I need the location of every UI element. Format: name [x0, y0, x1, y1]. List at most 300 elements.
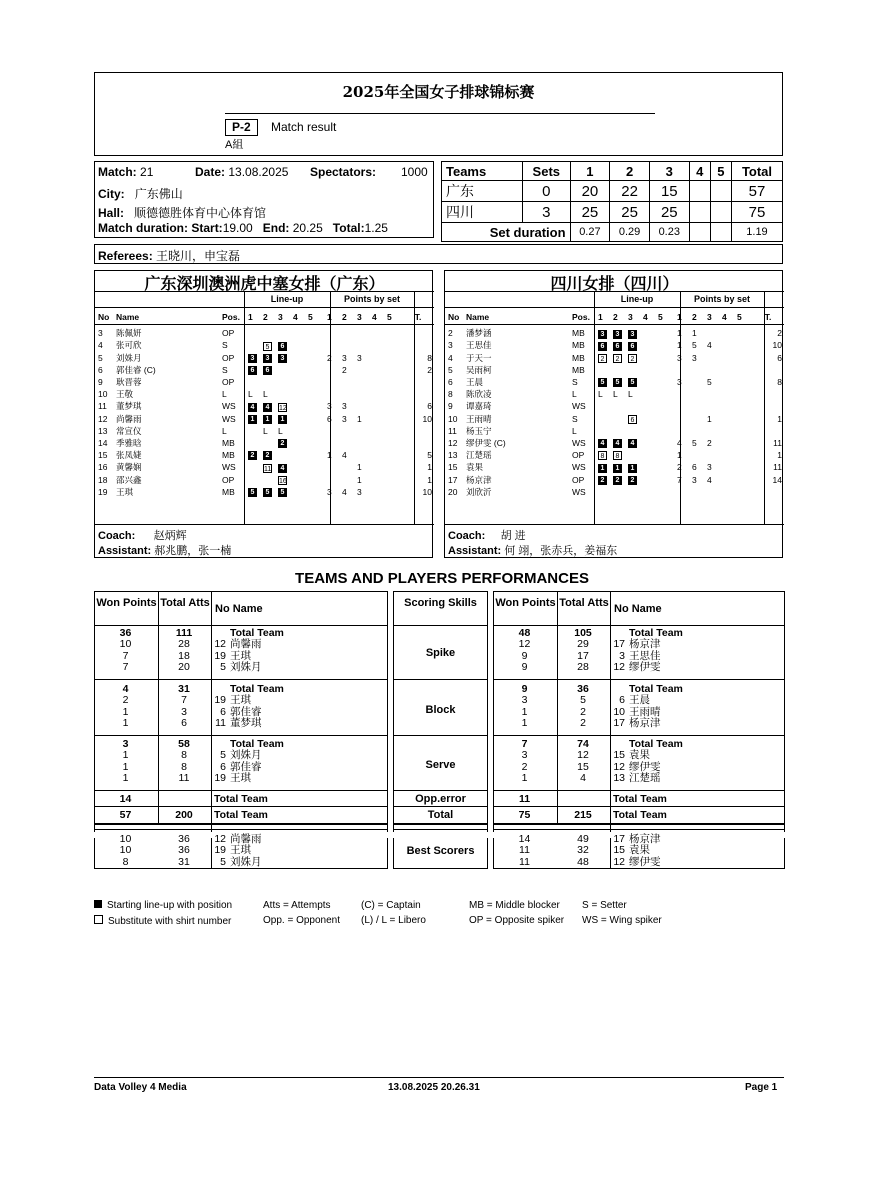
best-scorer-no: 12: [214, 833, 226, 845]
table-row: 13 江楚瑶 OP 8 8 1 1: [448, 450, 782, 461]
team-b-won: 1: [521, 772, 528, 785]
set-score: 25: [570, 202, 610, 223]
player-total: 14: [772, 474, 782, 485]
player-no: 13: [448, 450, 458, 461]
team-a-player-no: 12: [214, 638, 226, 651]
team-b-player-no: 15: [613, 749, 625, 762]
team-a-atts: 31: [178, 683, 190, 695]
player-pos: S: [572, 413, 578, 424]
set-score: [689, 202, 710, 223]
col-l1: 1: [598, 312, 603, 323]
col-p4: 4: [372, 312, 377, 323]
report-title: 2025年全国女子排球锦标赛: [342, 83, 535, 101]
team-b-atts: 15: [577, 760, 589, 773]
player-pos: WS: [222, 401, 236, 412]
table-row: 15 张凤婕 MB 2 2 1 4 5: [98, 450, 432, 461]
team-b-player-no: 3: [619, 649, 625, 662]
player-no: 5: [448, 364, 453, 375]
col-l2: 2: [263, 312, 268, 323]
player-no: 9: [448, 401, 453, 412]
assistant-label: Assistant:: [98, 545, 152, 557]
player-no: 14: [98, 437, 108, 448]
team-b-atts: 5: [580, 694, 586, 707]
table-row: 5 刘姝月 OP 3 3 3 2 3 3 8: [98, 352, 432, 363]
result-table: [441, 161, 783, 242]
team-b-player-name: 王思佳: [629, 649, 661, 662]
col-p1: 1: [327, 312, 332, 323]
match-date: 13.08.2025: [228, 165, 289, 179]
best-scorer-atts: 36: [178, 833, 190, 845]
table-row: 13 常宣仪 L L L: [97, 425, 433, 437]
player-no: 11: [448, 425, 457, 436]
best-scorer-name: 尚馨雨: [230, 833, 262, 845]
total-points: 75: [731, 202, 782, 223]
legend-starting: [94, 900, 232, 911]
player-total: [403, 327, 433, 339]
team-b-roster: [447, 311, 783, 498]
empty-square-icon: [94, 915, 103, 924]
legend-setter: S = Setter: [582, 900, 627, 911]
col-l3: 3: [278, 312, 283, 323]
player-no: 11: [98, 401, 107, 412]
set-duration-label: Set duration: [442, 223, 571, 242]
player-name: 王敬: [116, 389, 134, 400]
player-pos: OP: [222, 328, 235, 339]
player-pos: WS: [222, 413, 236, 424]
team-a-name: 广东深圳澳洲虎中塞女排（广东）: [144, 274, 385, 293]
team-b-player-no: 12: [613, 661, 625, 674]
match-number: 21: [140, 165, 154, 179]
team-a-player-no: 11: [215, 717, 226, 730]
player-total: 2: [777, 328, 782, 339]
col-teams: Teams: [442, 162, 523, 181]
team-a-player-name: 王琪: [230, 694, 251, 707]
team-a-player-no: 5: [220, 749, 226, 762]
table-row: 3 王思佳 MB 6 6 6 1 5 4 10: [448, 340, 782, 351]
no-name-header: No Name: [614, 603, 662, 615]
player-total: [403, 339, 433, 351]
set-duration: 0.27: [570, 223, 610, 242]
team-b-player-name: 杨京津: [629, 638, 661, 651]
best-scorer-no: 5: [220, 855, 226, 868]
player-no: 3: [98, 328, 103, 339]
table-row: 10 王敬 L L L: [97, 388, 433, 400]
player-no: 13: [98, 425, 108, 436]
player-no: 3: [448, 340, 453, 351]
team-b-atts: 17: [577, 649, 589, 662]
team-a-won: 4: [122, 683, 129, 695]
team-b-won: 7: [521, 738, 528, 750]
best-scorer-atts: 36: [178, 844, 190, 857]
lineup-header: Line-up: [270, 294, 304, 304]
team-b-won: 1: [521, 717, 528, 730]
team-b-won: 3: [521, 749, 528, 762]
set-score: 15: [649, 181, 689, 202]
player-pos: WS: [572, 462, 586, 473]
player-pos: OP: [572, 450, 585, 461]
referees-label: Referees:: [98, 249, 153, 263]
player-total: 8: [777, 377, 782, 388]
player-name: 王琪: [116, 486, 134, 497]
team-b-atts: 105: [574, 627, 592, 639]
team-a-atts: 3: [181, 705, 187, 718]
team-a-won: 36: [119, 627, 132, 639]
best-scorer-no: 19: [214, 844, 226, 857]
legend-libero: (L) / L = Libero: [361, 915, 426, 926]
col-pos: Pos.: [572, 312, 590, 323]
team-b-player-no: 12: [613, 760, 625, 773]
header-divider: [225, 113, 655, 114]
table-row: [447, 364, 783, 376]
team-a-player-name: Total Team: [230, 738, 284, 750]
best-scorer-points: 8: [122, 855, 129, 868]
best-scorer-points: 11: [519, 855, 530, 868]
player-no: 9: [98, 377, 103, 388]
assistant-names: 何 翊，张赤兵，姜福东: [504, 545, 618, 557]
team-b-atts: 36: [577, 683, 589, 695]
coach-label: Coach:: [98, 530, 136, 542]
team-a-atts: 20: [178, 661, 190, 674]
team-b-atts: 28: [577, 661, 589, 674]
player-no: 12: [98, 413, 108, 424]
col-l5: 5: [658, 312, 663, 323]
referees-box: [94, 244, 783, 264]
set-score: 25: [649, 202, 689, 223]
start-label: Start:: [191, 221, 223, 235]
player-name: 潘梦涵: [466, 328, 492, 339]
team-a-atts: 18: [178, 649, 190, 662]
player-pos: L: [222, 389, 227, 400]
set-score: 20: [570, 181, 610, 202]
team-a-won: 3: [122, 738, 129, 750]
assistant-label: Assistant:: [448, 545, 502, 557]
col-l4: 4: [293, 312, 298, 323]
team-a-won: 1: [122, 705, 129, 718]
table-row: 6 郭佳睿 (C) S 6 6 2 2: [98, 364, 432, 375]
duration-label: Match duration:: [98, 221, 188, 235]
best-scorer-name: 袁果: [629, 844, 650, 857]
col-set4: 4: [689, 162, 710, 181]
team-b-player-name: 缪伊雯: [629, 661, 661, 674]
col-l4: 4: [643, 312, 648, 323]
lineup-header: Line-up: [620, 294, 654, 304]
team-a-player-no: 6: [220, 705, 226, 718]
player-name: 袁果: [466, 462, 484, 473]
player-name: 刘姝月: [116, 352, 142, 363]
team-b-won: 12: [518, 638, 531, 651]
legend-ws: WS = Wing spiker: [582, 915, 662, 926]
table-row: [97, 327, 433, 339]
player-pos: WS: [572, 486, 586, 497]
team-a-atts: 11: [178, 772, 190, 785]
player-name: 陈欣凌: [466, 389, 492, 400]
city-label: City:: [98, 187, 125, 201]
player-no: 6: [98, 364, 103, 375]
best-scorer-name: 缪伊雯: [629, 855, 661, 868]
team-a-player-name: 王琪: [230, 772, 251, 785]
table-row: 16 黄馨娴 WS 11 4 1 1: [98, 462, 432, 473]
team-b-total-atts: 215: [574, 809, 592, 821]
best-scorer-atts: 48: [577, 855, 589, 868]
player-total: 1: [777, 413, 782, 424]
team-a-player-no: 19: [214, 649, 226, 662]
table-row: 2 潘梦涵 MB 3 3 3 1 1 2: [448, 328, 782, 339]
report-code: P-2: [225, 119, 258, 136]
player-no: 8: [448, 389, 453, 400]
player-name: 缪伊雯 (C): [466, 437, 506, 448]
team-b-player-name: 江楚瑶: [629, 772, 661, 785]
team-a-atts: 58: [178, 738, 190, 750]
city-value: 广东佛山: [134, 187, 183, 201]
team-b-total: 75: [518, 809, 531, 821]
player-name: 黄馨娴: [116, 462, 142, 473]
col-l2: 2: [613, 312, 618, 323]
player-pos: MB: [222, 437, 235, 448]
player-name: 刘欣沂: [466, 486, 492, 497]
team-b-won: 48: [518, 627, 531, 639]
player-pos: OP: [222, 377, 235, 388]
team-a-player-name: Total Team: [230, 627, 284, 639]
team-b-won: 2: [521, 760, 528, 773]
team-b-box: [444, 270, 783, 558]
table-row: 4 张可欣 S 5 6: [97, 339, 433, 351]
player-pos: MB: [572, 352, 585, 363]
player-total: 8: [427, 352, 432, 363]
player-total: 1: [777, 450, 782, 461]
best-scorer-points: 10: [119, 833, 132, 845]
player-total: [403, 388, 433, 400]
team-a-player-name: 董梦琪: [230, 717, 262, 730]
best-scorer-name: 刘姝月: [230, 855, 262, 868]
table-row: 18 邵兴鑫 OP 16 1 1: [98, 474, 432, 485]
skill-serve: Serve: [425, 759, 456, 771]
skill-opp-error: Opp.error: [415, 793, 466, 805]
player-total: [753, 364, 783, 376]
player-total: 5: [427, 450, 432, 461]
team-a-player-name: 郭佳睿: [230, 705, 262, 718]
team-b-player-no: 13: [613, 772, 625, 785]
team-b-player-name: 王雨晴: [629, 705, 661, 718]
points-header: Points by set: [693, 294, 750, 304]
team-a-won: 7: [122, 661, 129, 674]
team-a-opp-error-label: Total Team: [214, 793, 268, 805]
player-name: 耿晋蓉: [116, 377, 142, 388]
skill-spike: Spike: [425, 647, 456, 659]
table-row: 14 季雅晗 MB 2: [97, 437, 433, 449]
player-name: 吴雨柯: [466, 364, 492, 375]
team-b-player-no: 17: [613, 717, 625, 730]
team-a-player-name: 郭佳睿: [230, 760, 262, 773]
team-b-atts: 2: [580, 705, 586, 718]
set-score: [710, 181, 731, 202]
col-total: Total: [731, 162, 782, 181]
team-a-player-no: 5: [220, 661, 226, 674]
team-b-name: 四川女排（四川）: [550, 274, 679, 293]
team-b-atts: 74: [577, 738, 589, 750]
col-name: Name: [116, 312, 140, 323]
legend-atts: Atts = Attempts: [263, 900, 331, 911]
col-t: T.: [414, 312, 422, 323]
player-pos: WS: [572, 437, 586, 448]
table-row: 17 杨京津 OP 2 2 2 7 3 4 14: [448, 474, 782, 485]
total-label: Total:: [332, 221, 365, 235]
end-value: 20.25: [292, 221, 323, 235]
set-duration: 0.29: [610, 223, 650, 242]
group-label: A組: [225, 139, 244, 151]
player-pos: MB: [572, 328, 585, 339]
team-b-won: 3: [521, 694, 528, 707]
table-row: 8 陈欣凌 L L L L: [447, 388, 783, 400]
player-pos: OP: [222, 474, 235, 485]
player-pos: S: [222, 364, 228, 375]
player-no: 15: [448, 462, 458, 473]
hall-label: Hall:: [98, 206, 125, 220]
legend-substitute-text: Substitute with shirt number: [108, 916, 232, 927]
result-row: [442, 202, 783, 223]
table-row: 11 董梦琪 WS 4 4 12 3 3 6: [98, 401, 432, 412]
col-l3: 3: [628, 312, 633, 323]
best-scorer-name: 王琪: [230, 844, 251, 857]
team-a-won: 1: [122, 760, 129, 773]
col-set5: 5: [710, 162, 731, 181]
player-pos: S: [572, 377, 578, 388]
col-t: T.: [764, 312, 772, 323]
table-row: [447, 425, 783, 437]
player-total: [403, 437, 433, 449]
result-row: [442, 181, 783, 202]
player-name: 杨玉宁: [466, 425, 492, 436]
set-duration: 0.23: [649, 223, 689, 242]
team-b-player-name: Total Team: [629, 738, 683, 750]
team-name: 广东: [442, 181, 523, 202]
player-no: 15: [98, 450, 108, 461]
team-a-won: 1: [122, 749, 129, 762]
team-a-atts: 111: [175, 627, 193, 639]
team-a-won: 7: [122, 649, 129, 662]
best-scorer-name: 杨京津: [629, 833, 661, 845]
player-total: [753, 388, 783, 400]
team-a-won: 1: [122, 717, 129, 730]
team-a-atts: 8: [181, 749, 187, 762]
team-a-atts: 28: [178, 638, 190, 651]
best-scorer-atts: 31: [178, 855, 190, 868]
team-a-roster: [97, 311, 433, 498]
player-pos: L: [572, 389, 577, 400]
player-name: 张可欣: [116, 340, 142, 351]
team-a-opp-error: 14: [119, 793, 132, 805]
player-total: 11: [773, 437, 782, 448]
end-label: End:: [262, 221, 290, 235]
points-header: Points by set: [343, 294, 400, 304]
skill-block: Block: [425, 704, 456, 716]
legend-opp: Opp. = Opponent: [263, 915, 341, 926]
player-no: 20: [448, 486, 458, 497]
team-a-won: 10: [119, 638, 132, 651]
player-total: [403, 425, 433, 437]
col-p2: 2: [342, 312, 347, 323]
footer-page: Page 1: [745, 1082, 778, 1093]
filled-square-icon: [94, 900, 102, 908]
col-p5: 5: [387, 312, 392, 323]
team-b-atts: 2: [580, 717, 586, 730]
team-b-atts: 12: [577, 749, 589, 762]
col-l1: 1: [248, 312, 253, 323]
player-name: 季雅晗: [116, 437, 142, 448]
player-no: 17: [448, 474, 458, 485]
table-row: 6 王晨 S 5 5 5 3 5 8: [448, 377, 782, 388]
legend-starting-text: Starting line-up with position: [107, 900, 233, 911]
team-a-atts: 6: [181, 717, 187, 730]
team-a-player-no: 6: [220, 760, 226, 773]
sets-won: 0: [523, 181, 571, 202]
col-sets: Sets: [523, 162, 571, 181]
total-atts-header: Total Atts: [160, 597, 210, 609]
spectators-value: 1000: [401, 165, 428, 179]
player-pos: WS: [222, 462, 236, 473]
col-no: No: [98, 312, 110, 323]
won-points-header: Won Points: [495, 597, 556, 609]
col-p3: 3: [357, 312, 362, 323]
team-a-won: 2: [122, 694, 129, 707]
set-score: 22: [610, 181, 650, 202]
table-row: 10 王雨晴 S 6 1 1: [448, 413, 782, 424]
team-a-player-name: 刘姝月: [230, 661, 262, 674]
player-no: 5: [98, 352, 103, 363]
player-total: 10: [772, 340, 782, 351]
team-a-won: 1: [122, 772, 129, 785]
set-score: [710, 202, 731, 223]
player-no: 18: [98, 474, 108, 485]
team-b-player-no: 6: [619, 694, 625, 707]
best-scorer-atts: 49: [577, 833, 589, 845]
team-b-player-name: 王晨: [629, 694, 650, 707]
player-pos: MB: [572, 364, 585, 375]
player-name: 杨京津: [466, 474, 492, 485]
table-row: 4 于天一 MB 2 2 2 3 3 6: [448, 352, 782, 363]
team-b-opp-error-label: Total Team: [613, 793, 667, 805]
team-a-total: 57: [119, 809, 132, 821]
player-name: 谭嘉琦: [466, 401, 492, 412]
player-no: 10: [98, 389, 108, 400]
set-score: 25: [610, 202, 650, 223]
col-p2: 2: [692, 312, 697, 323]
player-no: 6: [448, 377, 453, 388]
team-a-atts: 8: [181, 760, 187, 773]
team-b-won: 9: [521, 661, 528, 674]
player-name: 董梦琪: [116, 401, 142, 412]
team-a-total-label: Total Team: [214, 809, 268, 821]
best-scorer-no: 15: [613, 844, 625, 857]
team-name: 四川: [442, 202, 523, 223]
best-scorer-atts: 32: [577, 844, 589, 857]
player-pos: OP: [572, 474, 585, 485]
team-b-atts: 29: [577, 638, 589, 651]
table-row: [447, 400, 783, 412]
no-name-header: No Name: [215, 603, 263, 615]
start-value: 19.00: [222, 221, 253, 235]
legend-captain: (C) = Captain: [361, 900, 421, 911]
player-name: 于天一: [466, 352, 492, 363]
team-a-player-no: 19: [214, 772, 226, 785]
player-pos: OP: [222, 352, 235, 363]
hall-value: 顺德德胜体育中心体育馆: [134, 206, 267, 220]
team-a-player-name: 刘姝月: [230, 749, 262, 762]
player-total: [753, 425, 783, 437]
player-pos: L: [572, 425, 577, 436]
player-total: 6: [427, 401, 432, 412]
player-name: 常宣仪: [116, 425, 142, 436]
team-b-player-no: 10: [613, 705, 625, 718]
